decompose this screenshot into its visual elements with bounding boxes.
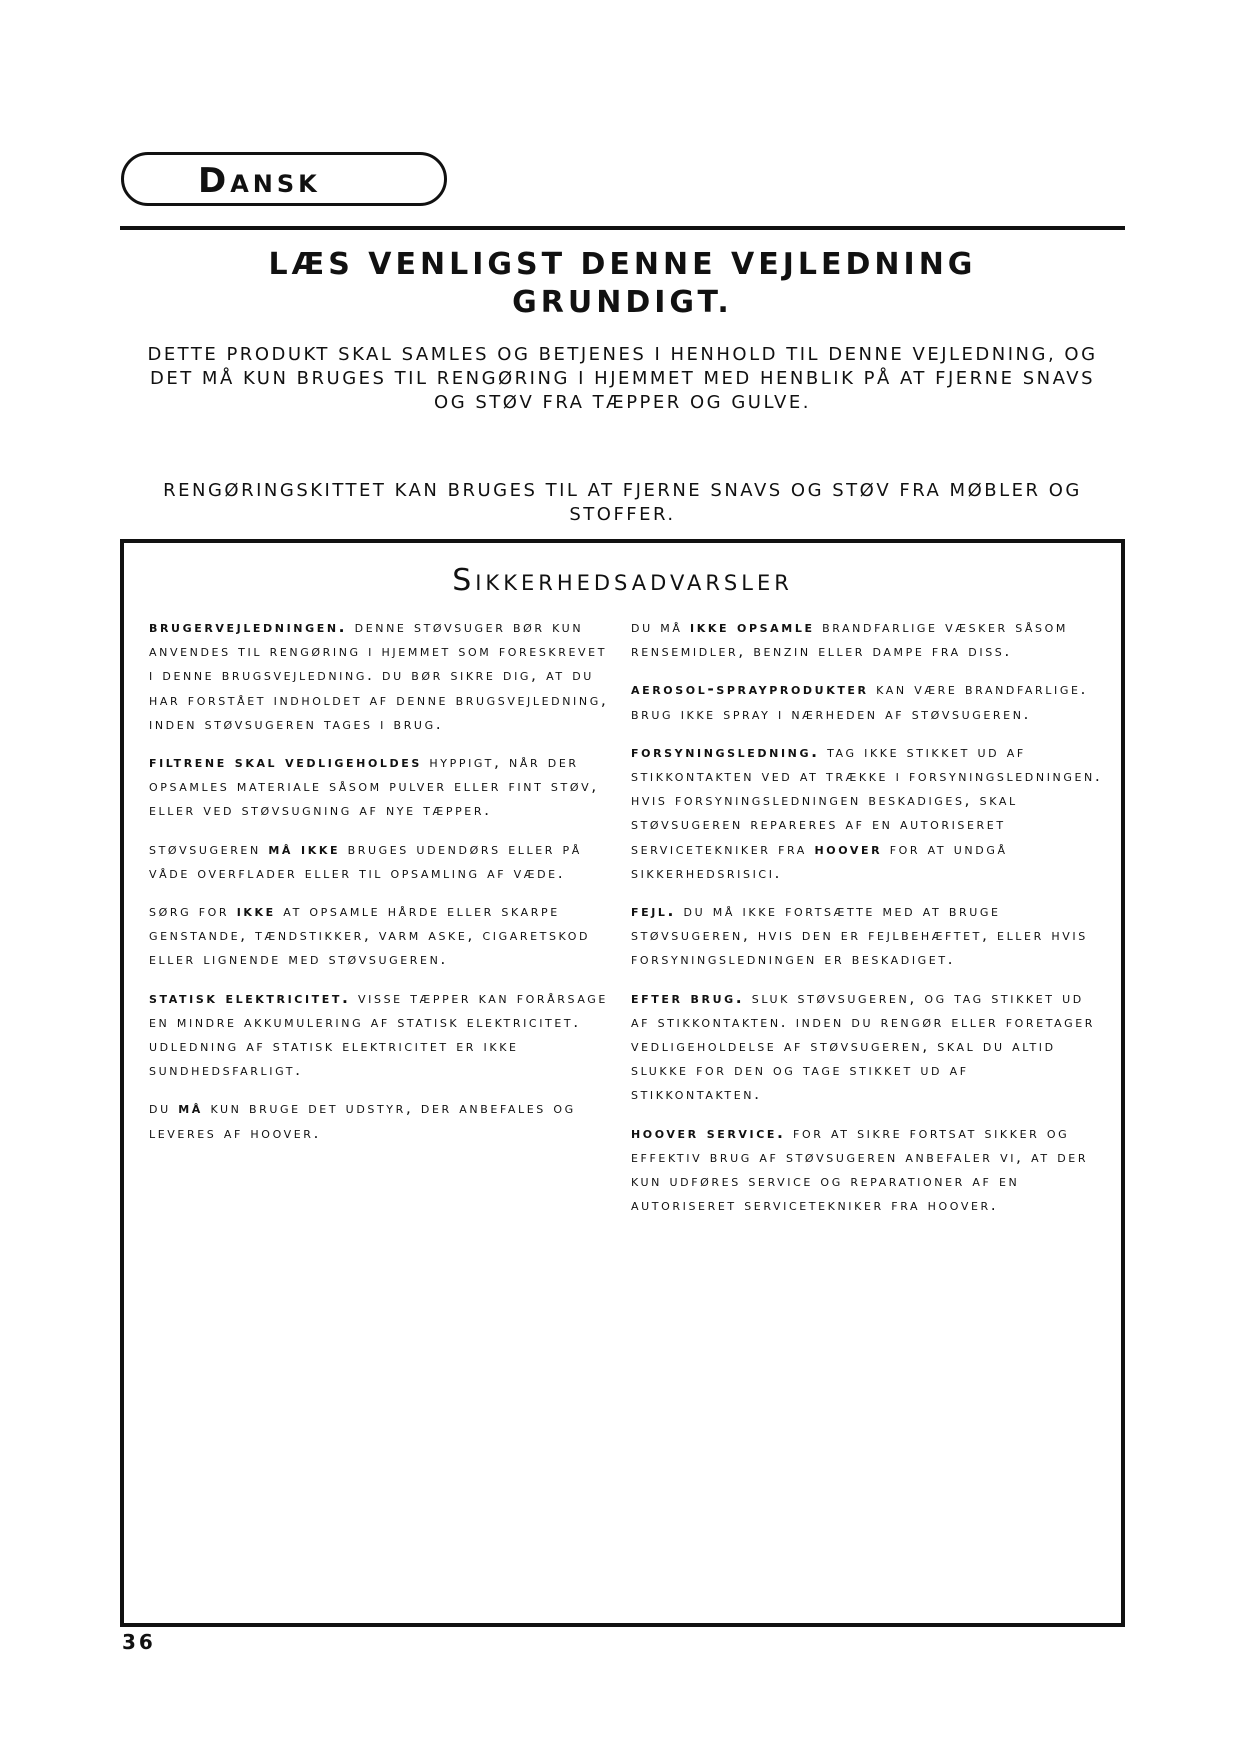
warning-text: denne støvsuger bør kun anvendes til rengøring i hjemmet som foreskrevet i denne brugsvejledning. du bør sikre dig, at du har forstået indholdet af denne brugsvejledning, inden støvsugeren tages i brug.: [149, 618, 609, 733]
warning-sharp-objects: [149, 899, 619, 972]
warning-heading: efter brug.: [631, 988, 745, 1007]
warning-emphasis: må: [178, 1099, 203, 1118]
warning-flammable-liquids: [631, 615, 1106, 663]
warning-text: støvsugeren: [149, 839, 269, 858]
warning-supply-cord: [631, 740, 1106, 885]
warning-text: visse tæpper kan forårsage en mindre akkumulering af statisk elektricitet. udledning af statisk elektricitet er ikke sundhedsfarligt.: [149, 988, 608, 1080]
warning-emphasis: ikke: [236, 902, 276, 921]
warning-text: kan være brandfarlige. brug ikke spray i nærheden af støvsugeren.: [631, 680, 1089, 723]
warning-text: du: [149, 1099, 179, 1118]
language-label: [121, 152, 447, 206]
warning-text: at opsamle hårde eller skarpe genstande, tændstikker, varm aske, cigaretskod eller lignende med støvsugeren.: [149, 902, 591, 969]
warning-text: for at undgå sikkerhedsrisici.: [631, 839, 1008, 882]
warning-faults: [631, 899, 1106, 972]
warning-text: du må ikke fortsætte med at bruge støvsugeren, hvis den er fejlbehæftet, eller hvis forsyningsledningen er beskadiget.: [631, 902, 1088, 969]
warning-aerosol: [631, 677, 1106, 725]
warning-emphasis: må ikke: [268, 839, 341, 858]
warning-filters: [149, 750, 619, 823]
intro-paragraph-1: DETTE PRODUKT SKAL SAMLES OG BETJENES I HENHOLD TIL DENNE VEJLEDNING, OG DET MÅ KUN BRUGES TIL RENGØRING I HJEMMET MED HENBLIK PÅ AT FJERNE SNAVS OG STØV FRA TÆPPER OG GULVE.: [147, 344, 1098, 413]
warning-outdoor-use: [149, 837, 619, 885]
warning-hoover-service: [631, 1121, 1106, 1218]
safety-column-right: [631, 615, 1106, 1231]
warning-approved-equipment: [149, 1096, 619, 1144]
warning-after-use: [631, 986, 1106, 1107]
warning-text: for at sikre fortsat sikker og effektiv brug af støvsugeren anbefaler vi, at der kun udføres service og reparationer af en autoriseret servicetekniker fra hoover.: [631, 1123, 1089, 1215]
intro-paragraph-2: RENGØRINGSKITTET KAN BRUGES TIL AT FJERNE SNAVS OG STØV FRA MØBLER OG STOFFER.: [163, 480, 1082, 525]
safety-title: Sikkerhedsadvarsler: [452, 563, 793, 598]
warning-text: sørg for: [149, 902, 237, 921]
page-heading: LÆS VENLIGST DENNE VEJLEDNING GRUNDIGT.: [268, 247, 977, 320]
safety-warnings-box: [120, 539, 1125, 1627]
warning-text: bruges udendørs eller på våde overflader eller til opsamling af væde.: [149, 839, 582, 882]
header-rule: [120, 226, 1125, 230]
page-number: 36: [122, 1630, 156, 1654]
warning-emphasis: ikke opsamle: [690, 618, 815, 636]
warning-heading: aerosol-sprayprodukter: [631, 680, 869, 699]
language-text: Dansk: [198, 161, 321, 201]
warning-text: du må: [631, 618, 690, 636]
warning-text: hyppigt, når der opsamles materiale såsom pulver eller fint støv, eller ved støvsugning af nye tæpper.: [149, 753, 599, 820]
warning-text: brandfarlige væsker såsom rensemidler, benzin eller dampe fra diss.: [631, 618, 1068, 661]
warning-heading: filtrene skal vedligeholdes: [149, 753, 422, 772]
warning-text: sluk støvsugeren, og tag stikket ud af stikkontakten. inden du rengør eller foretager vedligeholdelse af støvsugeren, skal du altid slukke for den og tage stikket ud af stikkontakten.: [631, 988, 1096, 1104]
safety-column-left: [149, 615, 619, 1159]
warning-heading: forsyningsledning.: [631, 742, 820, 761]
warning-heading: fejl.: [631, 902, 677, 921]
warning-emphasis: hoover: [814, 839, 883, 858]
warning-heading: hoover service.: [631, 1123, 786, 1142]
warning-heading: statisk elektricitet.: [149, 988, 351, 1007]
warning-text: tag ikke stikket ud af stikkontakten ved at trække i forsyningsledningen. hvis forsyningsledningen beskadiges, skal støvsugeren repareres af en autoriseret servicetekniker fra: [631, 742, 1103, 858]
warning-heading: brugervejledningen.: [149, 618, 348, 636]
warning-text: kun bruge det udstyr, der anbefales og leveres af hoover.: [149, 1099, 576, 1142]
warning-static-electricity: [149, 986, 619, 1083]
warning-user-manual: [149, 615, 619, 736]
